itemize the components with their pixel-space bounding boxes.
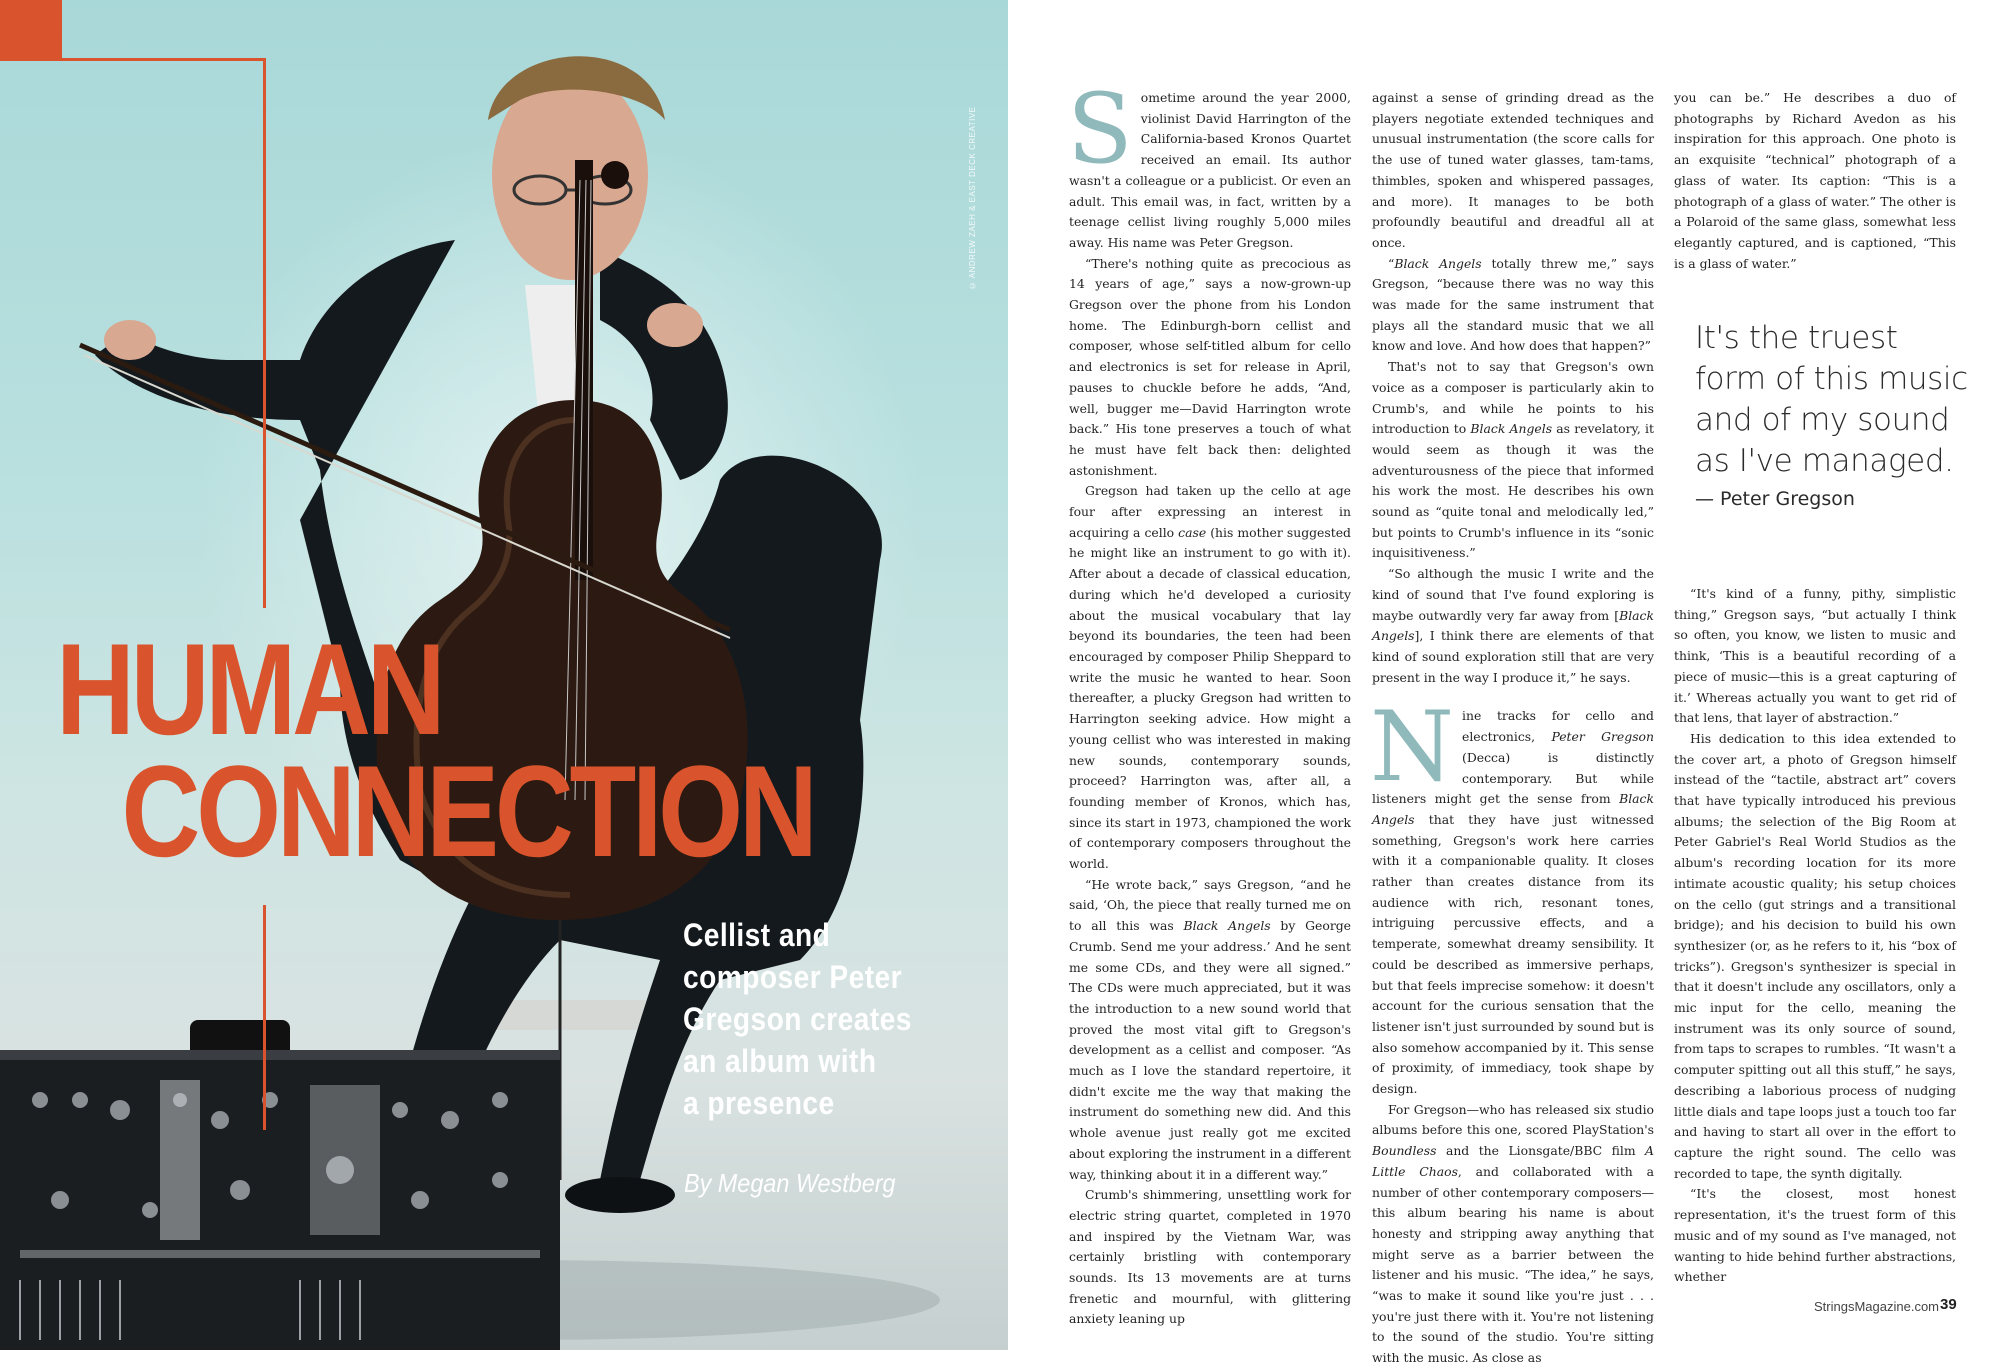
subhead-line: a presence	[683, 1085, 835, 1121]
paragraph: Crumb's shimmering, unsettling work for electric string quartet, completed in 1970 and inspired by the Vietnam War, was certainly bristling with contemporary sounds. Its 13 movements are at turns frenetic and mournful, with glittering anxiety leaning up	[1069, 1187, 1351, 1327]
photo-page	[0, 0, 1008, 1350]
subhead-line: composer Peter	[683, 959, 903, 995]
headline-line-2: CONNECTION	[121, 738, 814, 884]
paragraph: “Black Angels totally threw me,” says Gregson, “because there was no way this was made for the same instrument that plays all the standard music that we all know and love. And how does that happen?”	[1372, 255, 1654, 354]
paragraph: “There's nothing quite as precocious as 14 years of age,” says a now-grown-up Gregson over the phone from his London home. The Edinburgh-born cellist and composer, whose self-titled album for cello and electronics is set for release in April, pauses to chuckle before he adds, “And, well, bugger me—David Harrington wrote back.” His tone preserves a touch of what he must have felt back then: delighted astonishment.	[1069, 255, 1351, 478]
pull-quote: It's the truest form of this music and of my sound as I've managed.	[1695, 320, 1968, 479]
subheadline	[683, 914, 947, 1124]
headline	[56, 616, 814, 884]
article-column-3-continued	[1674, 584, 1956, 1288]
paragraph: For Gregson—who has released six studio albums before this one, scored PlayStation's Boundless and the Lionsgate/BBC film A Little Chaos, and collaborated with a number of other contemporary composers—this album bearing his name is about honesty and stripping away anything that might serve as a barrier between the listener and his music. “The idea,” he says, “was to make it sound like you're just . . . you're just there with it. You're not listening to the sound of the studio. You're sitting with the music. As close as	[1372, 1101, 1654, 1366]
article-page	[1008, 0, 2016, 1366]
paragraph: Nine tracks for cello and electronics, Peter Gregson (Decca) is distinctly contemporary. But while listeners might get the sense from Black Angels that they have just witnessed something, Gregson's work here carries with it a companionable quality. It closes rather than creates distance from its audience with rich, resonant tones, intriguing percussive effects, and a temperate, somewhat dreamy sensibility. It could be described as immersive perhaps, but that feels imprecise somehow: it doesn't account for the curious sensation that the listener isn't just surrounded by sound but is also somehow accompanied by it. This sense of proximity, of immediacy, took shape by design.	[1370, 691, 1654, 1097]
drop-cap: S	[1067, 73, 1133, 185]
paragraph: His dedication to this idea extended to the cover art, a photo of Gregson himself instead of the “tactile, abstract art” covers that have typically introduced his previous albums; the selection of the Big Room at Peter Gabriel's Real World Studios as the album's recording location for its more intimate acoustic quality; his setup choices on the cello (gut strings and a transitional bridge); and his decision to build his own synthesizer (or, as he refers to it, his “box of tricks”). Gregson's synthesizer is special in that it doesn't include any oscillators, only a mic input for the cello, meaning the instrument was its only source of sound, from taps to scrapes to rumbles. “It wasn't a computer spitting out all this stuff,” he says, describing a laborious process of nudging little dials and tape loops just a touch too far and having to start all over in the effort to capture the right sound. The cello was recorded to tape, the synth digitally.	[1674, 730, 1957, 1181]
paragraph: Gregson had taken up the cello at age four after expressing an interest in acquiring a cello case (his mother suggested he might like an instrument to go with it). After about a decade of classical education, during which he'd developed a curiosity about the musical vocabulary that lay beyond its boundaries, the teen had been encouraged by composer Philip Sheppard to write the music he wanted to hear. Soon thereafter, a plucky Gregson had written to Harrington seeking advice. How might a young cellist who was interested in making new sounds, contemporary sounds, proceed? Harrington was, after all, a founding member of Kronos, which has, since its start in 1973, championed the work of contemporary composers throughout the world.	[1069, 483, 1351, 872]
subhead-line: Cellist and	[683, 917, 831, 953]
article-column-1	[1067, 73, 1352, 1330]
paragraph: “He wrote back,” says Gregson, “and he said, ‘Oh, the piece that really turned me on to all this was Black Angels by George Crumb. Send me your address.’ And he sent me some CDs, and they were all signed.” The CDs were much appreciated, but it was the introduction to a new sound world that proved the most vital gift to Gregson's development as a cellist and composer. “As much as I love the standard repertoire, it didn't excite me the way that making the instrument do something new did. And this whole avenue just really got me excited about exploring the instrument in a different way, thinking about it in a different way.”	[1069, 876, 1352, 1182]
accent-rule	[263, 58, 266, 608]
paragraph: “It's kind of a funny, pithy, simplistic thing,” Gregson says, “but actually I think so often, you know, we listen to music and think, ‘This is a beautiful recording of a piece of music—this is a great capturing of it.’ Whereas actually you want to get rid of that lens, that layer of abstraction.”	[1674, 586, 1956, 726]
page-number: 39	[1940, 1296, 1957, 1313]
photo-credit: © ANDREW ZAEH & EAST DECK CREATIVE	[968, 106, 977, 290]
article-column-2	[1372, 88, 1654, 1369]
paragraph: That's not to say that Gregson's own voice as a composer is particularly akin to Crumb's, and while he points to his introduction to Black Angels as revelatory, it would seem as though it was the adventurousness of the piece that informed his work the most. He describes his own sound as “quite tonal and melodically led,” but points to Crumb's influence in its “sonic inquisitiveness.”	[1372, 359, 1654, 561]
paragraph: you can be.” He describes a duo of photographs by Richard Avedon as his inspiration for this approach. One photo is an exquisite “technical” photograph of a glass of water. Its caption: “This is a photograph of a glass of water.” The other is a Polaroid of the same glass, somewhat less elegantly captured, and is captioned, “This is a glass of water.”	[1674, 90, 1956, 271]
subhead-line: an album with	[683, 1043, 877, 1079]
drop-cap: N	[1370, 691, 1454, 804]
footer-website: StringsMagazine.com	[1814, 1299, 1939, 1314]
article-column-3	[1674, 88, 1956, 274]
pull-quote-attribution: — Peter Gregson	[1695, 488, 1855, 510]
byline: By Megan Westberg	[684, 1168, 896, 1198]
paragraph: against a sense of grinding dread as the players negotiate extended techniques and unusual instrumentation (the score calls for the use of tuned water glasses, tam-tams, thimbles, spoken and whispered passages, and more). It manages to be both profoundly beautiful and dreadful all at once.	[1372, 90, 1654, 250]
paragraph: “It's the closest, most honest representation, it's the truest form of this music and of my sound as I've managed, not wanting to hide behind further abstractions, whether	[1674, 1186, 1956, 1285]
accent-corner-block	[0, 0, 62, 60]
headline-line-1: HUMAN	[56, 616, 442, 762]
paragraph: “So although the music I write and the kind of sound that I've found exploring is maybe outwardly very far away from [Black Angels], I think there are elements of that kind of sound exploration still that are very present in the way I produce it,” he says.	[1372, 566, 1654, 685]
accent-rule	[263, 905, 266, 1130]
subhead-line: Gregson creates	[683, 1001, 912, 1037]
paragraph: Sometime around the year 2000, violinist David Harrington of the California-based Kronos Quartet received an email. Its author wasn't a colleague or a publicist. Or even an adult. This email was, in fact, written by a teenage cellist living roughly 5,000 miles away. His name was Peter Gregson.	[1067, 73, 1351, 250]
modular-synth	[0, 1020, 560, 1350]
accent-rule	[0, 58, 266, 61]
